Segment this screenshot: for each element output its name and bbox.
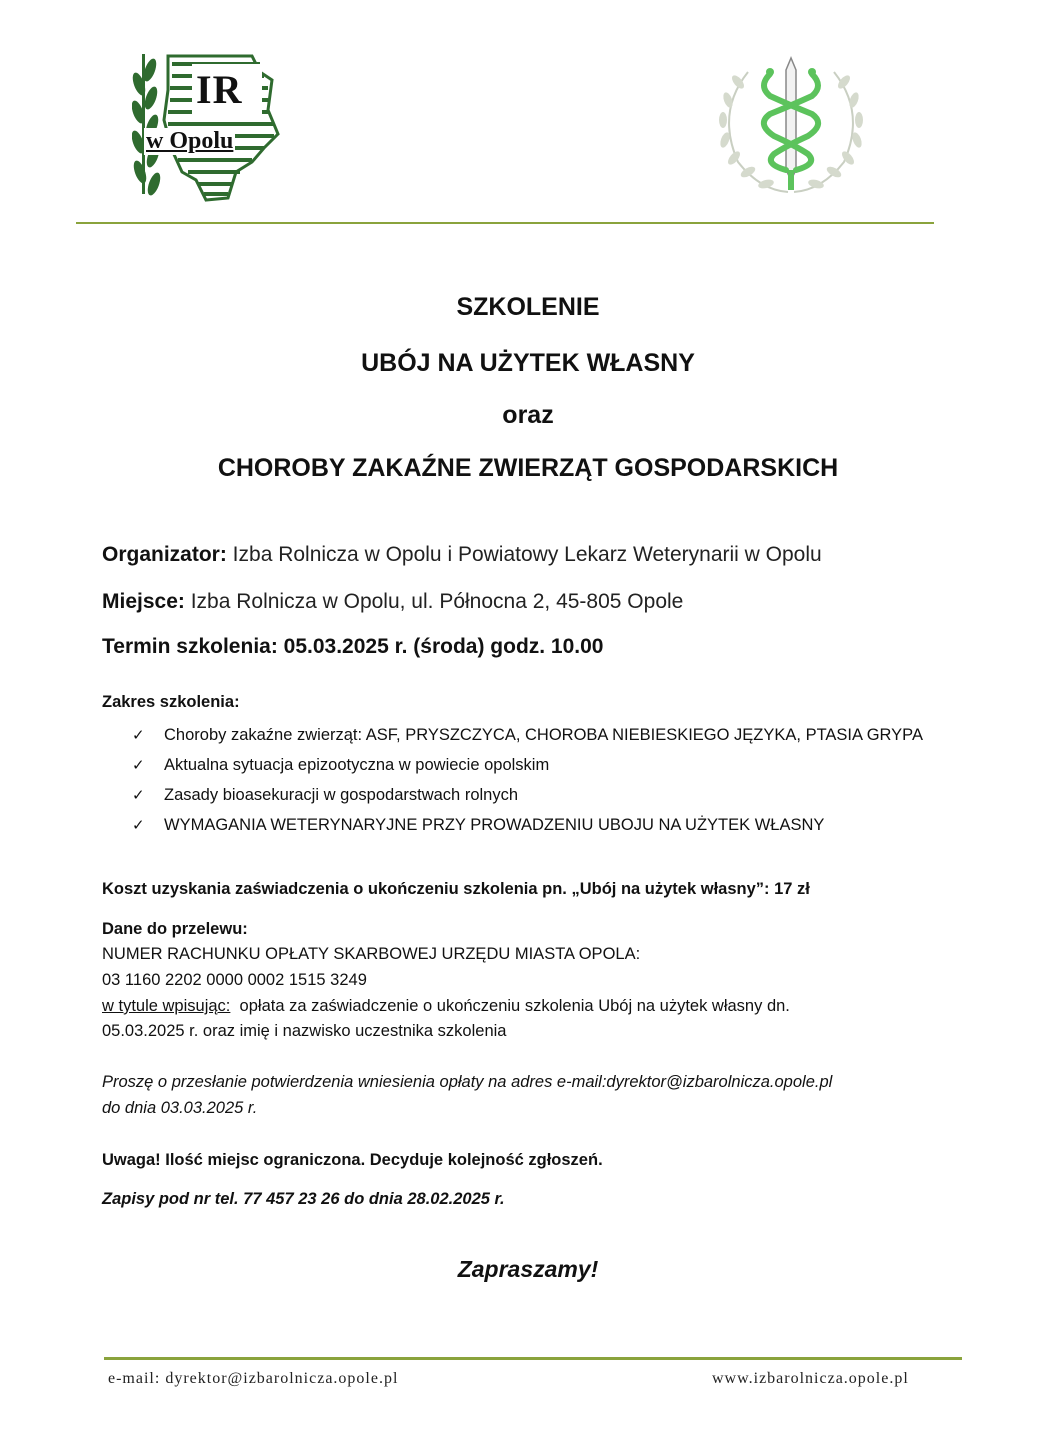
veterinary-inspection-logo bbox=[708, 52, 874, 197]
date-line bbox=[102, 635, 604, 659]
list-item bbox=[132, 720, 923, 750]
checkmark-icon: ✓ bbox=[132, 786, 145, 804]
place-label: Miejsce: bbox=[102, 590, 185, 613]
list-item bbox=[132, 750, 923, 780]
date-text: Termin szkolenia: 05.03.2025 r. (środa) godz. 10.00 bbox=[102, 635, 604, 658]
organizer-value: Izba Rolnicza w Opolu i Powiatowy Lekarz Weterynarii w Opolu bbox=[226, 543, 822, 566]
footer-divider bbox=[104, 1357, 962, 1360]
transfer-title-text: opłata za zaświadczenie o ukończeniu szkolenia Ubój na użytek własny dn. bbox=[230, 997, 790, 1015]
transfer-title-label: w tytule wpisując: bbox=[102, 997, 231, 1015]
caduceus-emblem-icon bbox=[708, 52, 874, 197]
place-value: Izba Rolnicza w Opolu, ul. Północna 2, 45-805 Opole bbox=[184, 590, 684, 613]
transfer-title-text-2: 05.03.2025 r. oraz imię i nazwisko uczestnika szkolenia bbox=[102, 1022, 507, 1040]
request-line-1: Proszę o przesłanie potwierdzenia wniesienia opłaty na adres e-mail:dyrektor@izbarolnicza.opole.pl bbox=[102, 1073, 833, 1091]
footer-website: www.izbarolnicza.opole.pl bbox=[712, 1370, 909, 1387]
request-line-2: do dnia 03.03.2025 r. bbox=[102, 1099, 258, 1117]
closing-text: Zapraszamy! bbox=[457, 1256, 599, 1282]
cost-line: Koszt uzyskania zaświadczenia o ukończeniu szkolenia pn. „Ubój na użytek własny”: 17 zł bbox=[102, 880, 810, 898]
izba-rolnicza-logo bbox=[132, 50, 280, 202]
checkmark-icon: ✓ bbox=[132, 816, 145, 834]
scope-item-text: Choroby zakaźne zwierząt: ASF, PRYSZCZYCA, CHOROBA NIEBIESKIEGO JĘZYKA, PTASIA GRYPA bbox=[164, 726, 923, 744]
place-line bbox=[102, 590, 683, 614]
transfer-heading: Dane do przelewu: bbox=[102, 920, 248, 938]
title-line-3: oraz bbox=[502, 401, 554, 429]
header-divider bbox=[76, 222, 934, 224]
organizer-label: Organizator: bbox=[102, 543, 227, 566]
organizer-line bbox=[102, 543, 822, 567]
logo-ir-text: IR bbox=[196, 67, 243, 112]
scope-heading: Zakres szkolenia: bbox=[102, 693, 240, 711]
list-item bbox=[132, 810, 923, 840]
title-line-4: CHOROBY ZAKAŹNE ZWIERZĄT GOSPODARSKICH bbox=[217, 454, 839, 482]
scope-item-text: Zasady bioasekuracji w gospodarstwach rolnych bbox=[164, 786, 519, 804]
transfer-title-line bbox=[102, 997, 790, 1016]
account-number: 03 1160 2202 0000 0002 1515 3249 bbox=[102, 971, 367, 989]
title-line-1: SZKOLENIE bbox=[456, 293, 600, 321]
checkmark-icon: ✓ bbox=[132, 726, 145, 744]
list-item bbox=[132, 780, 923, 810]
scope-item-text: Aktualna sytuacja epizootyczna w powiecie opolskim bbox=[164, 756, 550, 774]
scope-list bbox=[132, 720, 923, 840]
footer-email: e-mail: dyrektor@izbarolnicza.opole.pl bbox=[108, 1370, 399, 1387]
checkmark-icon: ✓ bbox=[132, 756, 145, 774]
scope-item-text: WYMAGANIA WETERYNARYJNE PRZY PROWADZENIU UBOJU NA UŻYTEK WŁASNY bbox=[164, 816, 825, 834]
logo-location-text: w Opolu bbox=[146, 128, 234, 154]
notice-line: Uwaga! Ilość miejsc ograniczona. Decyduje kolejność zgłoszeń. bbox=[102, 1151, 603, 1169]
title-line-2: UBÓJ NA UŻYTEK WŁASNY bbox=[361, 349, 695, 377]
account-label: NUMER RACHUNKU OPŁATY SKARBOWEJ URZĘDU MIASTA OPOLA: bbox=[102, 945, 641, 963]
signup-line: Zapisy pod nr tel. 77 457 23 26 do dnia 28.02.2025 r. bbox=[102, 1190, 505, 1208]
